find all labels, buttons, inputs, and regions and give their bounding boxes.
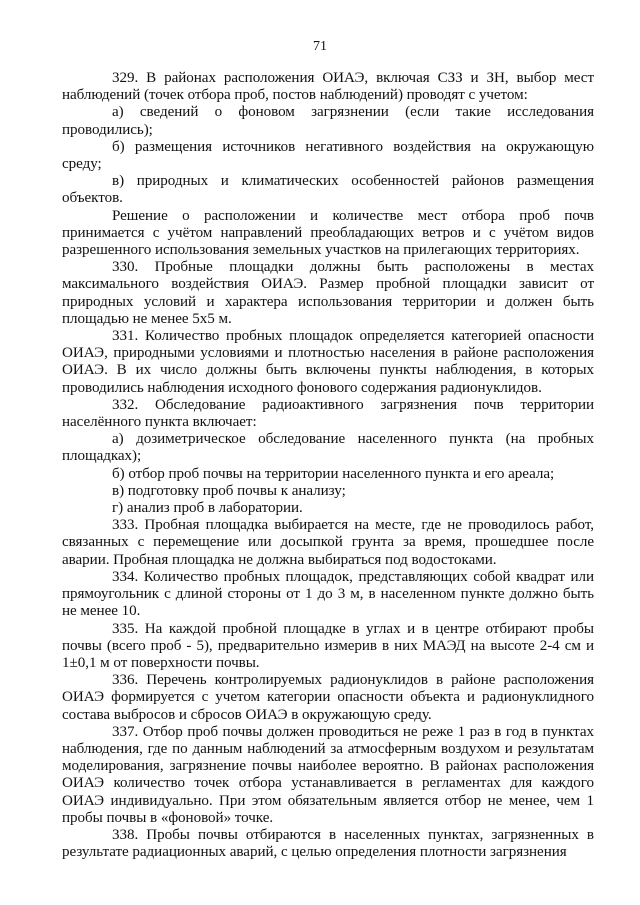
paragraph-330: 330. Пробные площадки должны быть расположены в местах максимального воздействия ОИАЭ. Размер пробной площадки зависит от природных условий и характера использования территории и должен быть площадью не менее 5х5 м. xyxy=(62,259,594,327)
list-item-329-c: в) природных и климатических особенностей районов размещения объектов. xyxy=(62,173,594,207)
paragraph-338: 338. Пробы почвы отбираются в населенных пунктах, загрязненных в результате радиационных аварий, с целью определения плотности загрязнения xyxy=(62,826,594,861)
paragraph-336: 336. Перечень контролируемых радионуклидов в районе расположения ОИАЭ формируется с учетом категории опасности объекта и радионуклидного состава выбросов и сбросов ОИАЭ в окружающую среду. xyxy=(62,672,594,723)
list-item-332-a: а) дозиметрическое обследование населенного пункта (на пробных площадках); xyxy=(62,431,594,465)
list-item-329-b: б) размещения источников негативного воздействия на окружающую среду; xyxy=(62,138,594,173)
list-item-332-b: б) отбор проб почвы на территории населенного пункта и его ареала; xyxy=(112,465,555,482)
paragraph-333: 333. Пробная площадка выбирается на месте, где не проводилось работ, связанных с перемещение или досыпкой грунта за время, прошедшее после аварии. Пробная площадка не должна выбираться под водостоками. xyxy=(62,517,594,568)
page-number: 71 xyxy=(313,39,327,54)
list-item-329-a: а) сведений о фоновом загрязнении (если такие исследования проводились); xyxy=(62,104,594,138)
paragraph-332: 332. Обследование радиоактивного загрязнения почв территории населённого пункта включает: xyxy=(62,396,594,431)
list-item-332-d: г) анализ проб в лаборатории. xyxy=(112,500,303,517)
document-body xyxy=(62,70,594,861)
paragraph-329: 329. В районах расположения ОИАЭ, включая СЗЗ и ЗН, выбор мест наблюдений (точек отбора проб, постов наблюдений) проводят с учетом: xyxy=(62,70,594,104)
paragraph-329-decision: Решение о расположении и количестве мест отбора проб почв принимается с учётом направлений преобладающих ветров и с учётом видов разрешенного использования земельных участков на прилегающих территориях. xyxy=(62,207,594,259)
paragraph-331: 331. Количество пробных площадок определяется категорией опасности ОИАЭ, природными условиями и плотностью населения в районе расположения ОИАЭ. В их число должны быть включены пункты наблюдения, в которых проводились наблюдения исходного фонового содержания радионуклидов. xyxy=(62,328,594,396)
paragraph-334: 334. Количество пробных площадок, представляющих собой квадрат или прямоугольник с длиной стороны от 1 до 3 м, в населенном пункте должно быть не менее 10. xyxy=(62,568,594,620)
list-item-332-c: в) подготовку проб почвы к анализу; xyxy=(112,482,346,499)
paragraph-337: 337. Отбор проб почвы должен проводиться не реже 1 раз в год в пунктах наблюдения, где по данным наблюдений за атмосферным воздухом и результатам моделирования, загрязнение почвы наиболее вероятно. В районах расположения ОИАЭ количество точек отбора устанавливается в регламентах для каждого ОИАЭ индивидуально. При этом обязательным является отбор не менее, чем 1 пробы почвы в «фоновой» точке. xyxy=(62,723,594,826)
paragraph-335: 335. На каждой пробной площадке в углах и в центре отбирают пробы почвы (всего проб - 5), предварительно измерив в них МАЭД на высоте 2-4 см и 1±0,1 м от поверхности почвы. xyxy=(62,620,594,671)
